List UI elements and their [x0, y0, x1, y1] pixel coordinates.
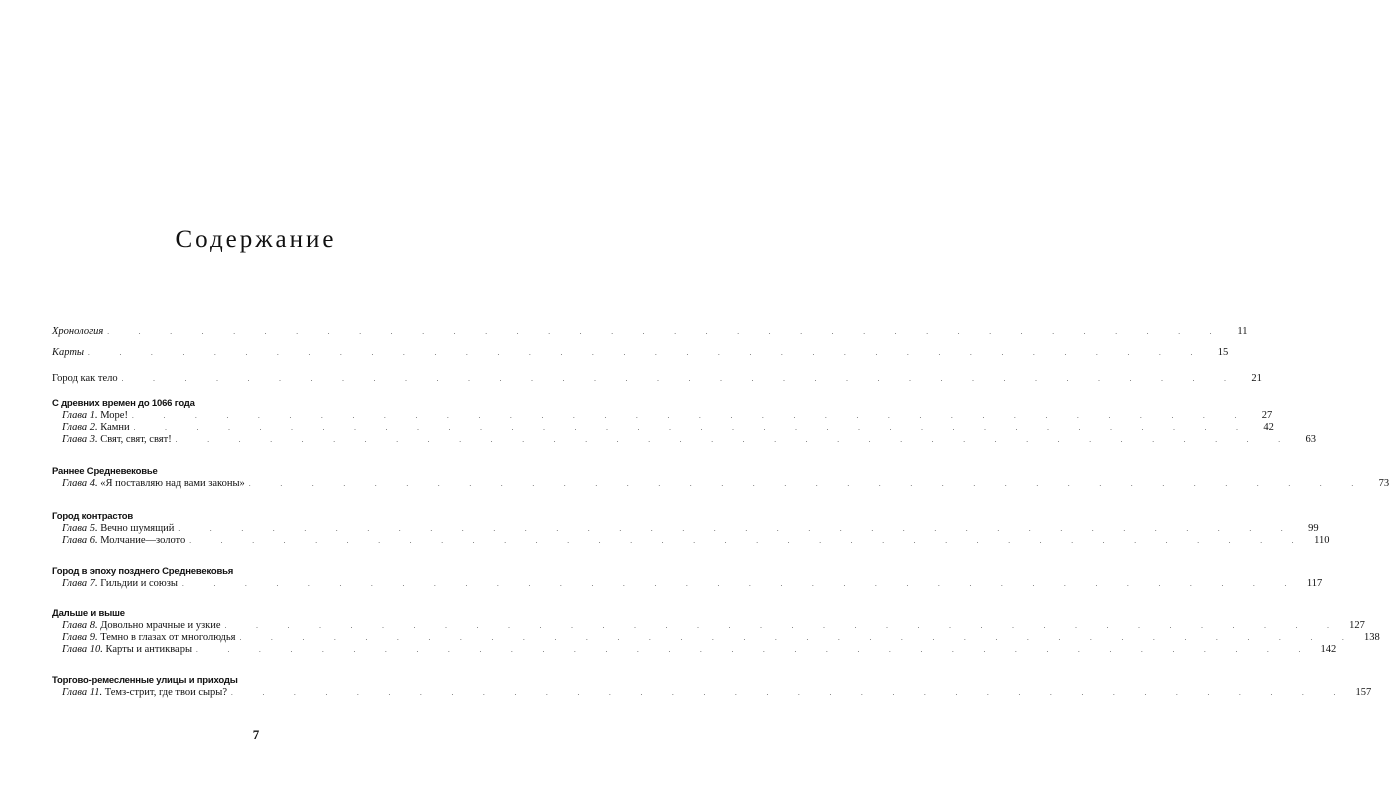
toc-page-number: 127	[1349, 620, 1365, 631]
dot-leader: . . . . . . . . . . . . . . . . . . . . . . . . . . . . . . . . . . . .	[121, 375, 1240, 383]
dot-leader: . . . . . . . . . . . . . . . . . . . . . . . . . . . . . . . . . . . .	[189, 537, 1308, 545]
section-heading: С древних времен до 1066 года	[52, 398, 195, 409]
toc-page-number: 15	[1217, 347, 1229, 358]
toc-page-number: 142	[1320, 644, 1337, 655]
toc-page-number: 99	[1308, 523, 1319, 534]
toc-entry-label: Город как тело	[52, 373, 118, 384]
toc-page-number: 27	[1261, 410, 1273, 421]
toc-chapter-entry[interactable]	[52, 478, 1389, 490]
dot-leader: . . . . . . . . . . . . . . . . . . . . . . . . . . . . . . . . . . . .	[248, 480, 1368, 488]
chapter-prefix: Глава 6.	[62, 535, 98, 546]
chapter-title: Карты и антиквары	[105, 644, 193, 655]
dot-leader: . . . . . . . . . . . . . . . . . . . . . . . . . . . . . . . . . . . .	[178, 525, 1297, 533]
toc-page-number: 110	[1314, 535, 1330, 546]
chapter-prefix: Глава 11.	[62, 687, 103, 698]
chapter-prefix: Глава 10.	[62, 644, 103, 655]
dot-leader: . . . . . . . . . . . . . . . . . . . . . . . . . . . . . . . . . . . .	[175, 436, 1294, 444]
dot-leader: . . . . . . . . . . . . . . . . . . . . . . . . . . . . . . . . . . . .	[181, 580, 1301, 588]
dot-leader: . . . . . . . . . . . . . . . . . . . . . . . . . . . . . . . . . . . .	[239, 634, 1358, 642]
chapter-prefix: Глава 5.	[62, 523, 98, 534]
toc-chapter-entry[interactable]	[52, 632, 1380, 644]
chapter-prefix: Глава 9.	[62, 632, 98, 643]
dot-leader: . . . . . . . . . . . . . . . . . . . . . . . . . . . . . . . . . . . .	[196, 646, 1315, 654]
chapter-prefix: Глава 3.	[62, 434, 98, 445]
toc-page-number: 21	[1251, 373, 1262, 384]
dot-leader: . . . . . . . . . . . . . . . . . . . . . . . . . . . . . . . . . . . .	[88, 349, 1207, 357]
chapter-title: Темно в глазах от многолюдья	[100, 632, 236, 643]
dot-leader: . . . . . . . . . . . . . . . . . . . . . . . . . . . . . . . . . . . .	[131, 412, 1251, 420]
toc-page-number: 117	[1306, 578, 1323, 589]
dot-leader: . . . . . . . . . . . . . . . . . . . . . . . . . . . . . . . . . . . .	[224, 622, 1343, 630]
chapter-title: Темз-стрит, где твои сыры?	[104, 687, 228, 698]
chapter-title: Море!	[100, 410, 128, 421]
chapter-title: «Я поставляю над вами законы»	[100, 478, 245, 489]
toc-chapter-entry[interactable]	[52, 523, 1319, 535]
toc-chapter-entry[interactable]	[52, 434, 1316, 446]
toc-chapter-entry[interactable]	[52, 620, 1365, 632]
dot-leader: . . . . . . . . . . . . . . . . . . . . . . . . . . . . . . . . . . . .	[231, 689, 1350, 697]
toc-chapter-entry[interactable]	[52, 644, 1337, 656]
dot-leader: . . . . . . . . . . . . . . . . . . . . . . . . . . . . . . . . . . . .	[133, 424, 1252, 432]
section-heading: Город контрастов	[52, 511, 134, 522]
table-of-contents	[52, 326, 1389, 699]
section-heading: Раннее Средневековье	[52, 466, 158, 477]
toc-page-number: 157	[1355, 687, 1372, 698]
chapter-title: Молчание—золото	[100, 535, 186, 546]
chapter-prefix: Глава 8.	[62, 620, 98, 631]
section-heading: Дальше и выше	[52, 608, 125, 619]
toc-entry-maps[interactable]	[52, 347, 1229, 359]
section-heading: Торгово-ремесленные улицы и приходы	[52, 675, 238, 686]
toc-chapter-entry[interactable]	[52, 535, 1330, 547]
page-number: 7	[252, 727, 260, 742]
toc-page-number: 42	[1263, 422, 1274, 433]
chapter-prefix: Глава 7.	[62, 578, 98, 589]
toc-entry-label: Карты	[52, 347, 85, 358]
toc-chapter-entry[interactable]	[52, 687, 1372, 699]
chapter-title: Свят, свят, свят!	[100, 434, 172, 445]
toc-page-number: 11	[1237, 326, 1248, 337]
chapter-title: Камни	[100, 422, 130, 433]
section-heading: Город в эпоху позднего Средневековья	[52, 566, 234, 577]
toc-chapter-entry[interactable]	[52, 422, 1274, 434]
chapter-prefix: Глава 4.	[62, 478, 98, 489]
toc-chapter-entry[interactable]	[52, 578, 1323, 590]
chapter-prefix: Глава 1.	[62, 410, 98, 421]
dot-leader: . . . . . . . . . . . . . . . . . . . . . . . . . . . . . . . . . . . .	[107, 328, 1226, 336]
chapter-title: Вечно шумящий	[100, 523, 175, 534]
toc-page-number: 73	[1378, 478, 1389, 489]
toc-page-number: 63	[1305, 434, 1316, 445]
chapter-title: Гильдии и союзы	[100, 578, 178, 589]
toc-entry-chronology[interactable]	[52, 326, 1248, 338]
toc-entry-label: Хронология	[52, 326, 104, 337]
chapter-title: Довольно мрачные и узкие	[100, 620, 221, 631]
page-title: Содержание	[175, 226, 337, 253]
toc-chapter-entry[interactable]	[52, 410, 1273, 422]
chapter-prefix: Глава 2.	[62, 422, 98, 433]
toc-entry-intro[interactable]	[52, 373, 1262, 385]
toc-page-number: 138	[1364, 632, 1380, 643]
